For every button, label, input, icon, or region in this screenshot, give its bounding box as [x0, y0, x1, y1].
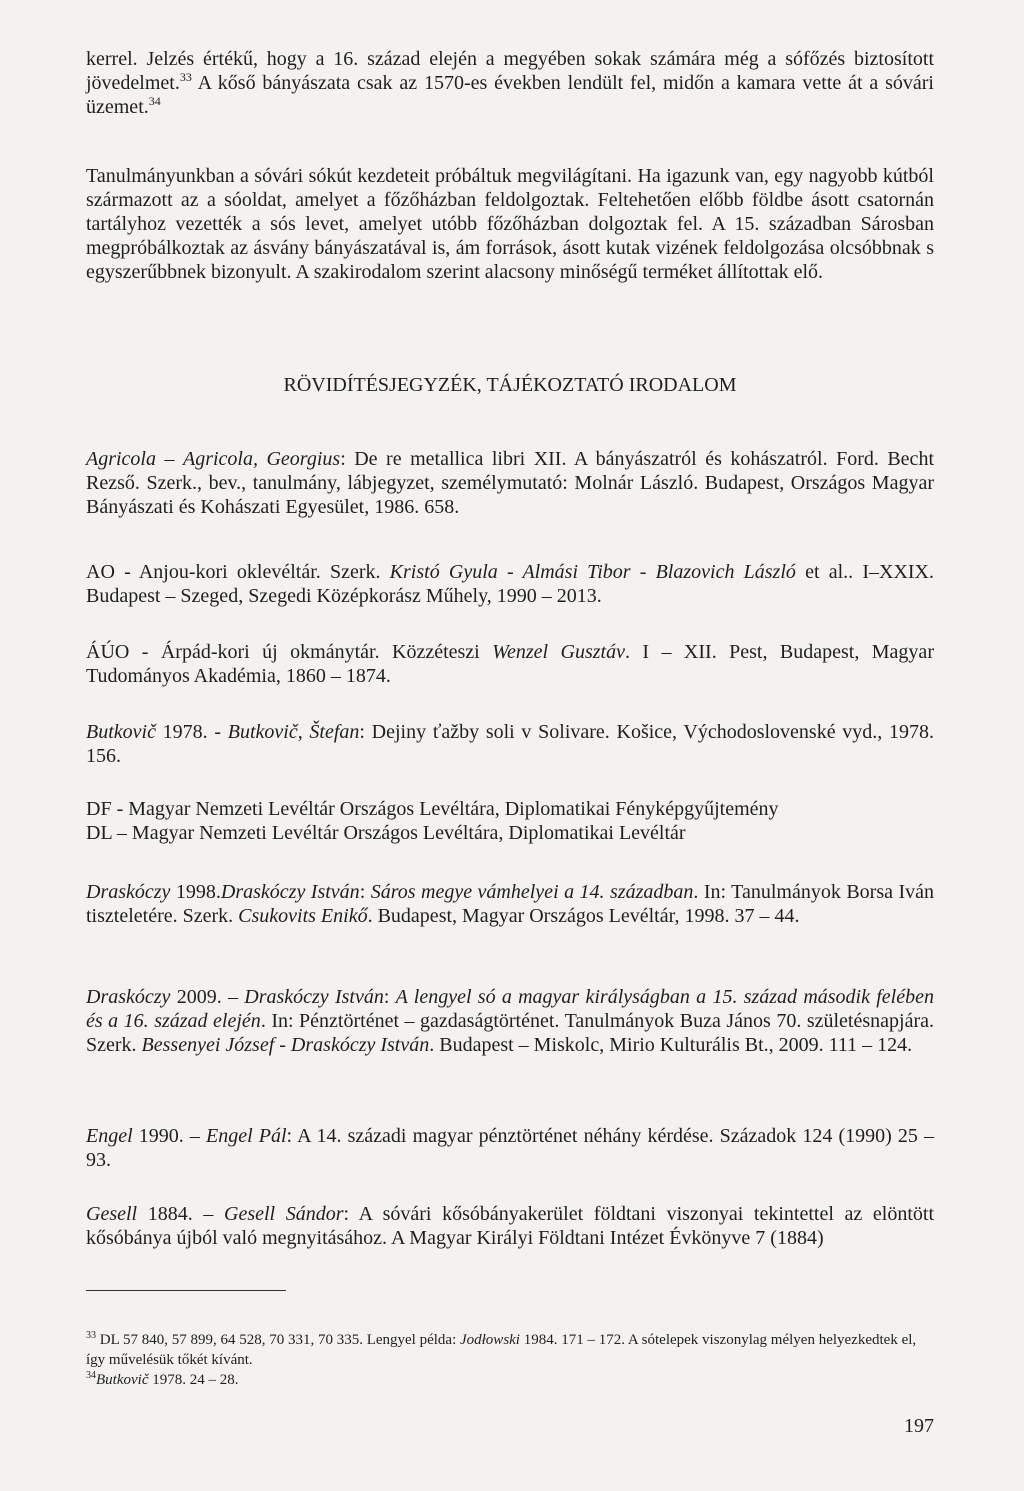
page-number: 197 [904, 1415, 934, 1437]
footnote-divider [86, 1290, 286, 1291]
paragraph-1: kerrel. Jelzés értékű, hogy a 16. század elején a megyében sokak számára még a sófőzés biztosított jövedelmet.$^{33}$ A kőső bányászata csak az 1570-es években lendült fel, midőn a kamara vette át a sóvári üzemet.$^{34}$ [86, 48, 934, 118]
reference-gesell: Gesell 1884. – Gesell Sándor: A sóvári kősóbányakerület földtani viszonyai tekintettel az elöntött kősóbánya újból való megnyitásához. A Magyar Királyi Földtani Intézet Évkönyve 7 (1884) [86, 1203, 934, 1249]
reference-engel: Engel 1990. – Engel Pál: A 14. századi magyar pénztörténet néhány kérdése. Századok 124 (1990) 25 – 93. [86, 1125, 934, 1171]
section-heading: RÖVIDÍTÉSJEGYZÉK, TÁJÉKOZTATÓ IRODALOM [283, 374, 737, 396]
footnotes [86, 1330, 934, 1390]
reference-ao: AO - Anjou-kori oklevéltár. Szerk. Kristó Gyula - Almási Tibor - Blazovich László et al.. I–XXIX. Budapest – Szeged, Szegedi Középkorász Műhely, 1990 – 2013. [86, 561, 934, 607]
footnote-34: $^{34}$Butkovič 1978. 24 – 28. [86, 1370, 239, 1388]
reference-dl: DL – Magyar Nemzeti Levéltár Országos Levéltára, Diplomatikai Levéltár [86, 822, 686, 844]
reference-auo: ÁÚO - Árpád-kori új okmánytár. Közzéteszi Wenzel Gusztáv. I – XII. Pest, Budapest, Magyar Tudományos Akadémia, 1860 – 1874. [86, 641, 934, 687]
reference-df: DF - Magyar Nemzeti Levéltár Országos Levéltára, Diplomatikai Fényképgyűjtemény [86, 798, 779, 820]
reference-draskoczy-2009: Draskóczy 2009. – Draskóczy István: A lengyel só a magyar királyságban a 15. század második felében és a 16. század elején. In: Pénztörténet – gazdaságtörténet. Tanulmányok Buza János 70. születésnapjára. Szerk. Bessenyei József - Draskóczy István. Budapest – Miskolc, Mirio Kulturális Bt., 2009. 111 – 124. [86, 986, 934, 1056]
footnote-ref-33[interactable]: 33 [179, 70, 192, 84]
reference-draskoczy-1998: Draskóczy 1998.Draskóczy István: Sáros megye vámhelyei a 14. században. In: Tanulmányok Borsa Iván tiszteletére. Szerk. Csukovits Enikő. Budapest, Magyar Országos Levéltár, 1998. 37 – 44. [86, 881, 934, 927]
paragraph-2: Tanulmányunkban a sóvári sókút kezdeteit próbáltuk megvilágítani. Ha igazunk van, egy nagyobb kútból származott az a sóoldat, amelyet a főzőházban feldolgoztak. Feltehetően előbb földbe ásott csatornán tartályhoz vezették a sós levet, amelyet utóbb főzőházban dolgoztak fel. A 15. században Sárosban megpróbálkoztak az ásvány bányászatával is, ám források, ásott kutak vizének feldolgozása olcsóbbnak s egyszerűbbnek bizonyult. A szakirodalom szerint alacsony minőségű terméket állítottak elő. [86, 165, 934, 283]
footnote-ref-34[interactable]: 34 [148, 94, 161, 108]
reference-agricola: Agricola – Agricola, Georgius: De re metallica libri XII. A bányászatról és kohászatról. Ford. Becht Rezső. Szerk., bev., tanulmány, lábjegyzet, személymutató: Molnár László. Budapest, Országos Magyar Bányászati és Kohászati Egyesület, 1986. 658. [86, 448, 934, 518]
reference-butkovic: Butkovič 1978. - Butkovič, Štefan: Dejiny ťažby soli v Solivare. Košice, Východoslovenské vyd., 1978. 156. [86, 721, 934, 767]
footnote-33: $^{33}$ DL 57 840, 57 899, 64 528, 70 331, 70 335. Lengyel példa: Jodłowski 1984. 171 – 172. A sótelepek viszonylag mélyen helyezkedtek el, így művelésük tőkét kívánt. [86, 1330, 917, 1368]
